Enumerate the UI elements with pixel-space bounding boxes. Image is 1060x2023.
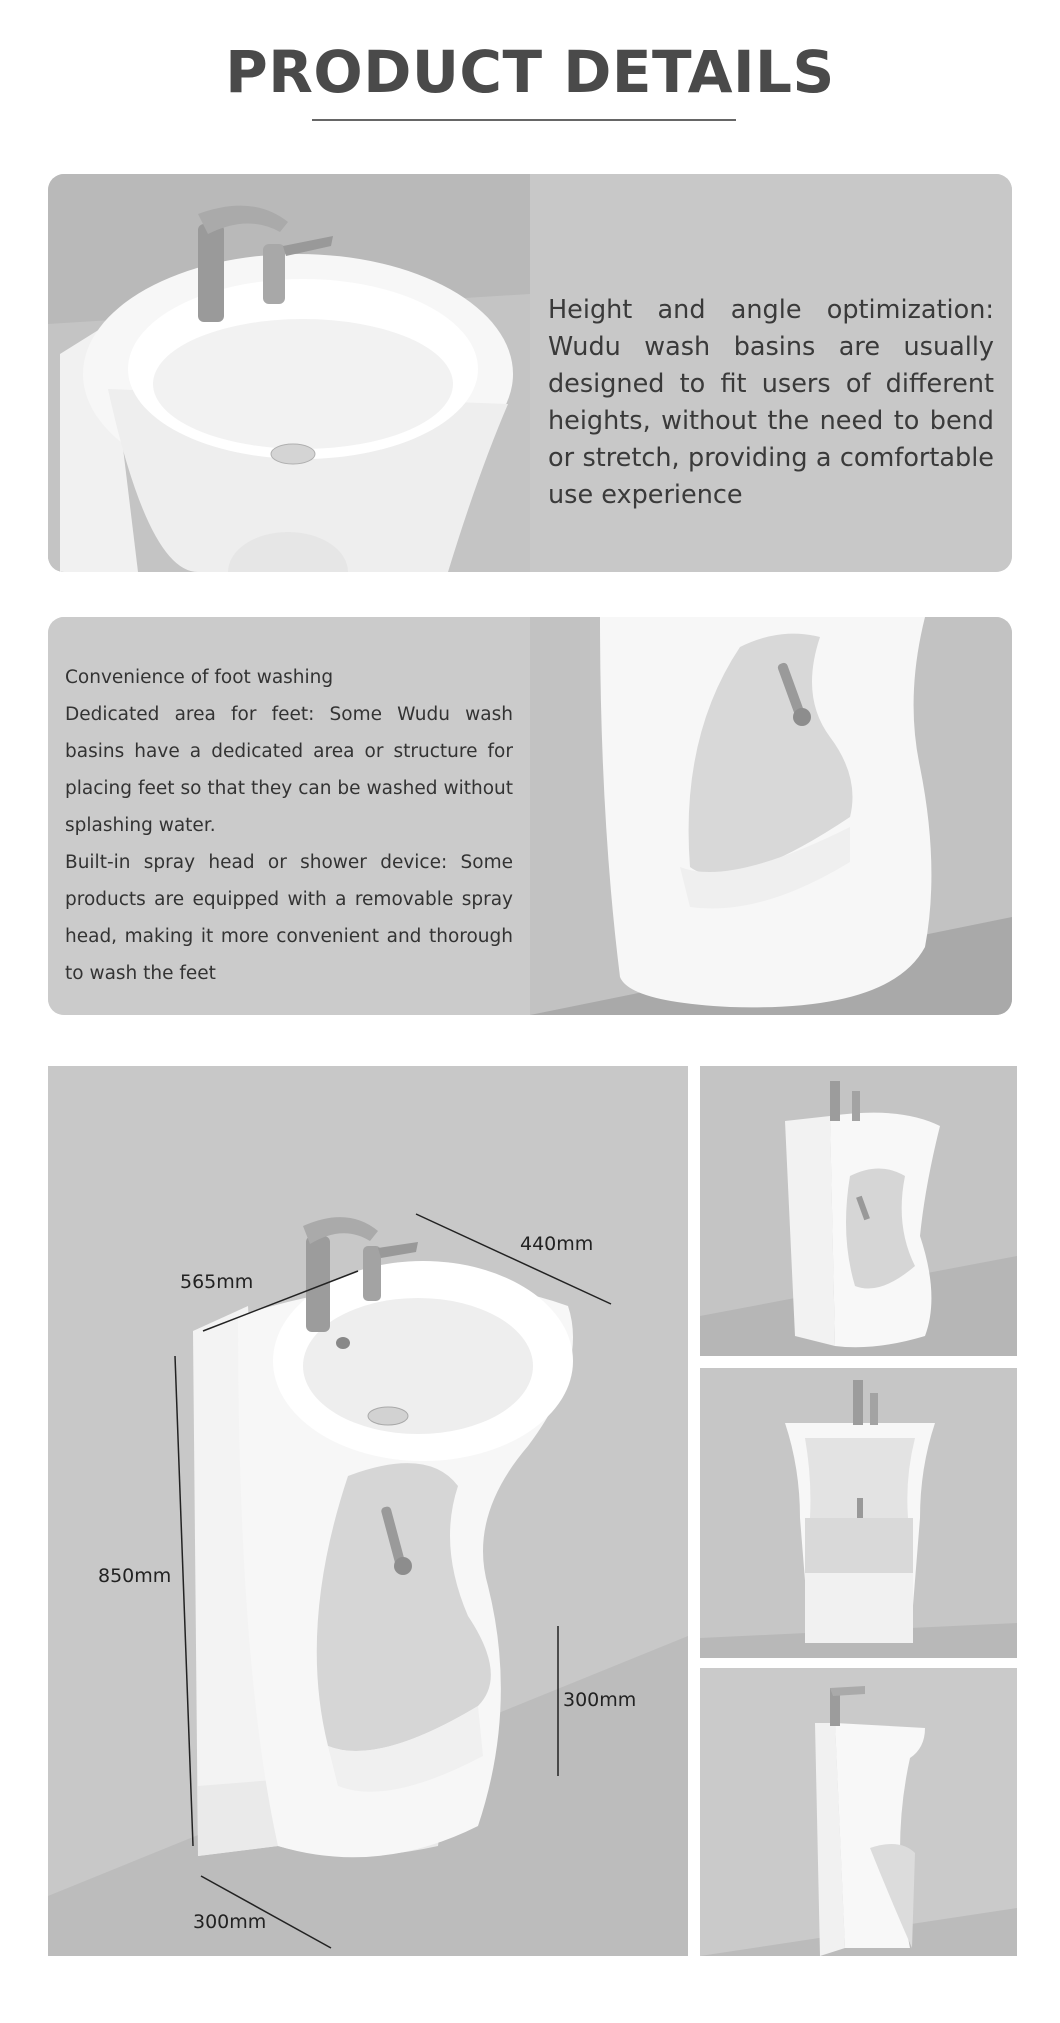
foot-wash-area-photo: [530, 617, 1012, 1015]
foot-washing-heading: Convenience of foot washing: [65, 667, 334, 688]
profile-view-photo: [700, 1668, 1017, 1956]
height-optimization-text: Height and angle optimization: Wudu wash basins are usually designed to fit users of different heights, without the need to bend or stretch, providing a comfortable use experience: [548, 295, 994, 510]
depth-label: 440mm: [520, 1233, 594, 1255]
dedicated-area-text: Dedicated area for feet: Some Wudu wash basins have a dedicated area or structure for placing feet so that they can be washed without splashing water.: [65, 704, 513, 836]
foot-opening-label: 300mm: [563, 1689, 637, 1711]
basin-top-photo: [48, 174, 530, 572]
width-label: 565mm: [180, 1271, 254, 1293]
height-label: 850mm: [98, 1565, 172, 1587]
feature-card-height: [48, 174, 1012, 572]
spray-head-text: Built-in spray head or shower device: Some products are equipped with a removable spray head, making it more convenient and thorough to wash the feet: [65, 852, 513, 984]
dimension-photo: [48, 1066, 688, 1956]
front-view-photo: [700, 1368, 1017, 1658]
feature-card-foot-washing: [48, 617, 1012, 1015]
feature-text-panel: [530, 174, 1012, 572]
base-label: 300mm: [193, 1911, 267, 1933]
side-view-photo: [700, 1066, 1017, 1356]
feature-text-panel: [48, 617, 530, 1015]
page-title: PRODUCT DETAILS: [225, 38, 835, 106]
title-underline: [312, 119, 736, 121]
